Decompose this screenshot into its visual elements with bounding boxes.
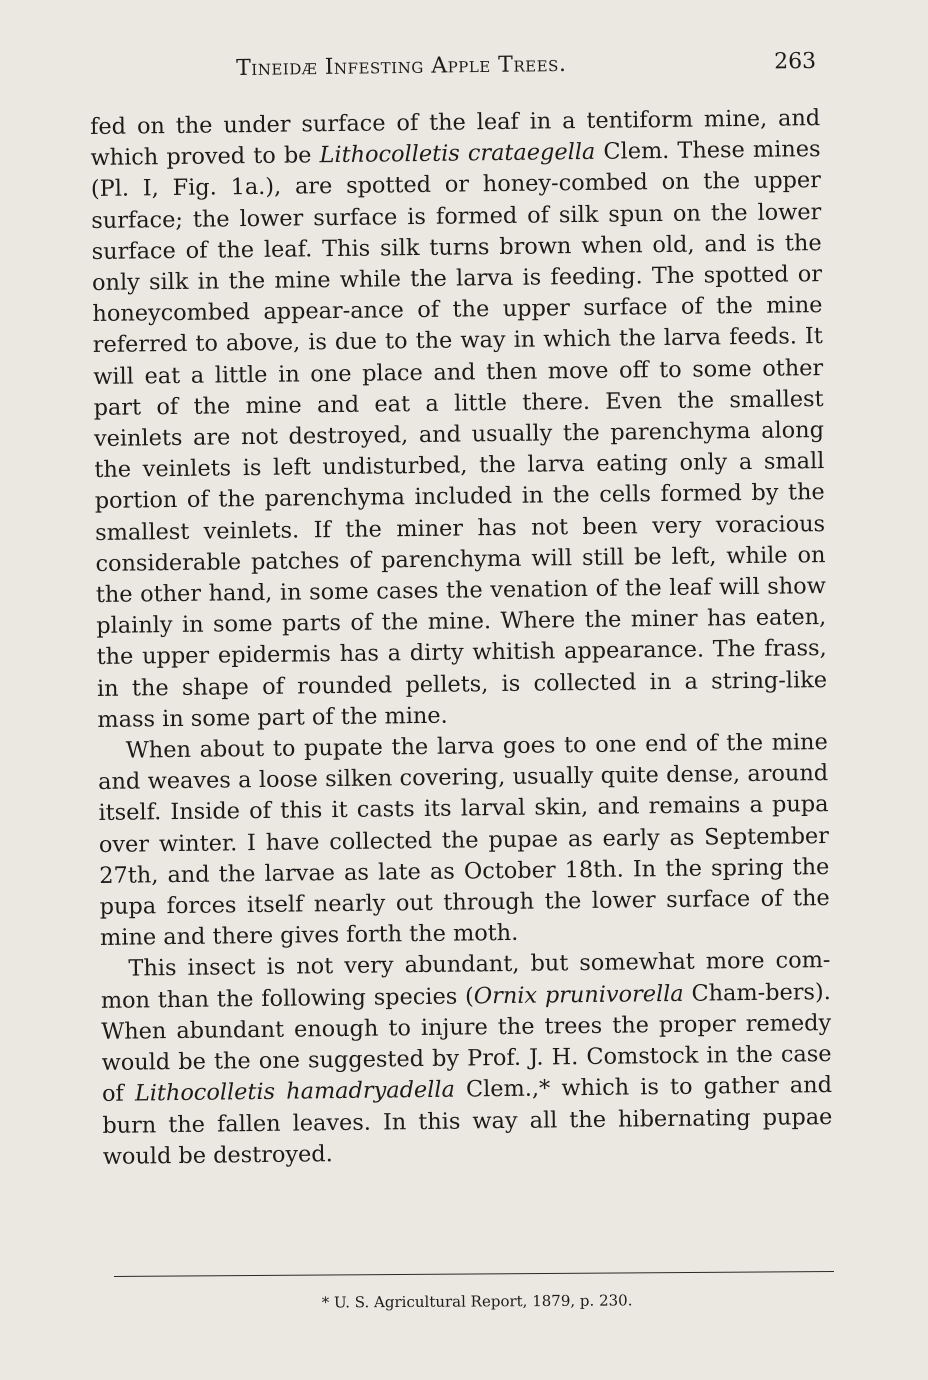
paragraph-1 — [90, 103, 828, 736]
running-head — [236, 49, 816, 90]
footnote: * U. S. Agricultural Report, 1879, p. 230. — [321, 1291, 633, 1312]
species-name-lithocolletis-crataegella: Lithocolletis crataegella — [319, 139, 596, 169]
paragraph-3-text-a: This insect is not very abundant, but somewhat more com-mon than the following species ( — [100, 947, 831, 1014]
paragraph-1-text-a: fed on the under surface of the leaf in a tentiform mine, and which proved to be — [90, 105, 821, 172]
paragraph-1-text-b: Clem. These mines (Pl. I, Fig. 1a.), are spotted or honey-combed on the upper surface; the lower surface is formed of silk spun on the lower surface of the leaf. This silk turns brown when old, and is the only silk in the mine while the larva is feeding. The spotted or honeycombed appear-ance of the upper surface of the mine referred to above, is due to the way in which the larva feeds. It will eat a little in one place and then move off to some other part of the mine and eat a little there. Even the smallest veinlets are not destroyed, and usually the parenchyma along the veinlets is left undisturbed, the larva eating only a small portion of the parenchyma included in the cells formed by the smallest veinlets. If the miner has not been very voracious considerable patches of parenchyma will still be left, while on the other hand, in some cases the venation of the leaf will show plainly in some parts of the mine. Where the miner has eaten, the upper epidermis has a dirty whitish appearance. The frass, in the shape of rounded pellets, is collected in a string-like mass in some part of the mine. — [90, 136, 828, 733]
paragraph-3-text-b: Cham-bers). When abundant enough to injure the trees the proper remedy would be the one suggested by Prof. J. H. Comstock in the case of — [101, 978, 832, 1108]
species-name-lithocolletis-hamadryadella: Lithocolletis hamadryadella — [134, 1076, 456, 1107]
body-text — [90, 103, 833, 1173]
paragraph-3-text-c: Clem.,* which is to gather and burn the fallen leaves. In this way all the hibernating pupae would be destroyed. — [102, 1072, 833, 1170]
species-name-ornix-prunivorella: Ornix prunivorella — [473, 980, 684, 1010]
running-head-title: Tineidæ Infesting Apple Trees. — [236, 51, 567, 81]
paragraph-3 — [100, 946, 833, 1173]
footnote-divider — [114, 1271, 834, 1277]
page-number: 263 — [773, 48, 817, 75]
paragraph-2: When about to pupate the larva goes to one end of the mine and weaves a loose silken covering, usually quite dense, around itself. Inside of this it casts its larval skin, and remains a pupa over winter. I have collected the pupae as early as September 27th, and the larvae as late as October 18th. In the spring the pupa forces itself nearly out through the lower surface of the mine and there gives forth the moth. — [98, 729, 830, 952]
